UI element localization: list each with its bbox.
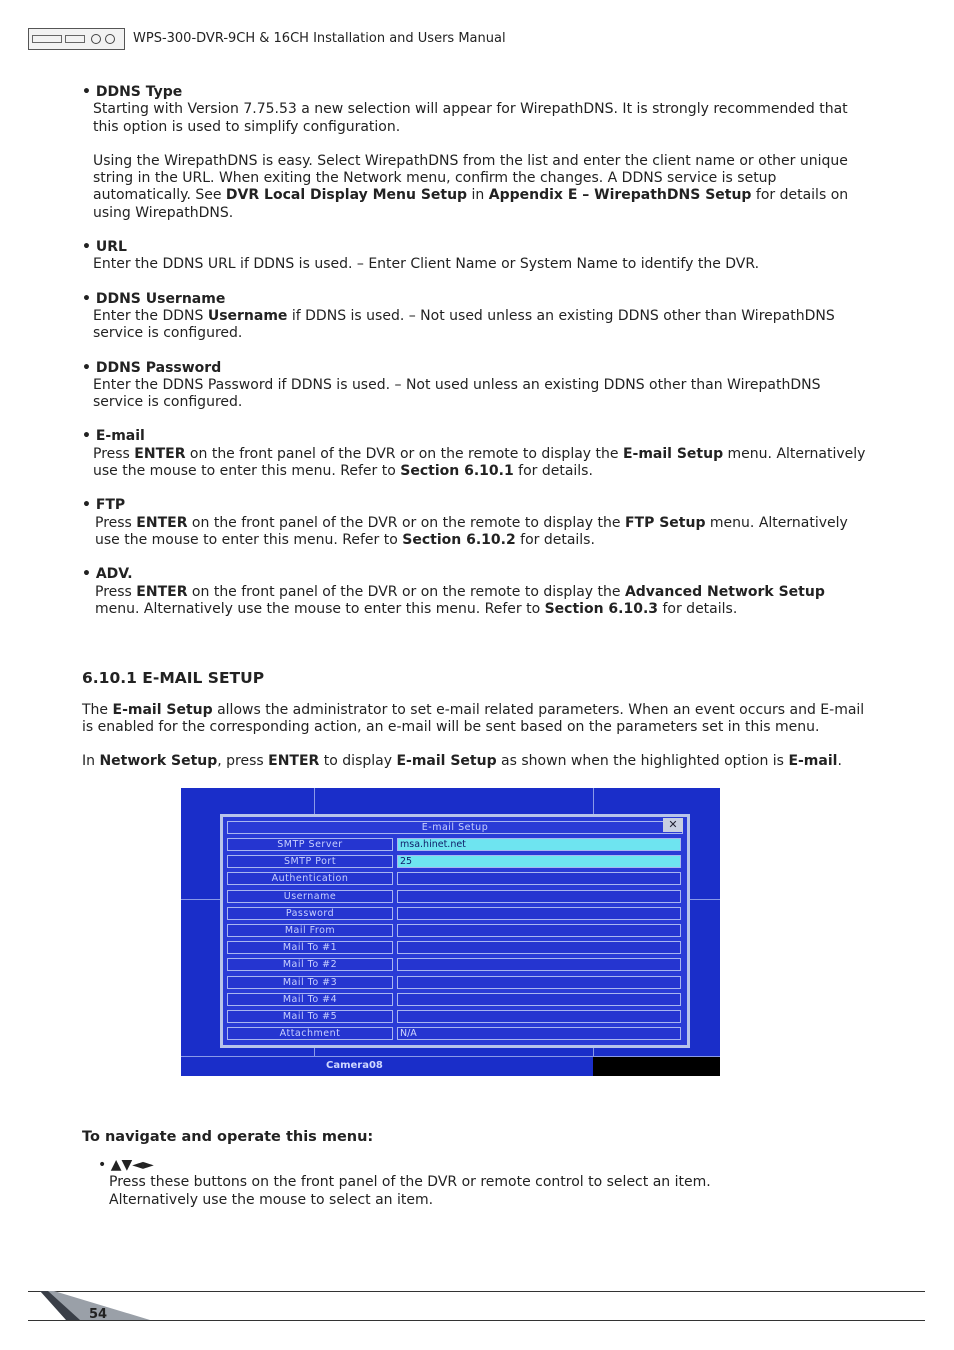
setup-row[interactable] bbox=[227, 872, 683, 885]
text-run: Enter the DDNS Password if DDNS is used. – Not used unless an existing DDNS other than WirepathDNS service is configured. bbox=[93, 376, 821, 411]
setup-row[interactable] bbox=[227, 1010, 683, 1023]
bold-term: Section 6.10.3 bbox=[544, 600, 659, 617]
row-label: Mail From bbox=[227, 924, 393, 937]
text-run: for details. bbox=[658, 600, 738, 617]
setting-item bbox=[82, 84, 867, 222]
camera-label: Camera08 bbox=[326, 1060, 383, 1071]
text-run: for details. bbox=[515, 531, 595, 548]
bold-term: E-mail Setup bbox=[622, 445, 724, 462]
setup-row[interactable] bbox=[227, 907, 683, 920]
text-run: menu. Alternatively use the mouse to enter this menu. Refer to bbox=[93, 445, 866, 480]
row-label: Password bbox=[227, 907, 393, 920]
setting-title: • ADV. bbox=[82, 566, 133, 583]
setting-description bbox=[93, 153, 867, 222]
row-label: Attachment bbox=[227, 1027, 393, 1040]
bold-term: Section 6.10.1 bbox=[400, 463, 514, 480]
setting-item bbox=[82, 360, 867, 412]
email-setup-dialog bbox=[220, 814, 690, 1048]
header-title: WPS-300-DVR-9CH & 16CH Installation and Users Manual bbox=[133, 31, 506, 46]
row-label: SMTP Port bbox=[227, 855, 393, 868]
text-run: if DDNS is used. – Not used unless an existing DDNS other than WirepathDNS service is configured. bbox=[93, 307, 835, 342]
row-value-field[interactable] bbox=[397, 907, 681, 920]
setting-description bbox=[93, 377, 867, 412]
setting-item bbox=[82, 291, 867, 343]
row-value-field[interactable] bbox=[397, 890, 681, 903]
text-run: Enter the DDNS bbox=[93, 307, 208, 324]
setting-item bbox=[82, 239, 867, 274]
camera-strip bbox=[181, 1056, 720, 1076]
row-value-field[interactable] bbox=[397, 872, 681, 885]
row-value-field[interactable] bbox=[397, 993, 681, 1006]
setting-title: • DDNS Username bbox=[82, 290, 226, 307]
bold-term: FTP Setup bbox=[624, 514, 706, 531]
row-value-field[interactable] bbox=[397, 1010, 681, 1023]
text-run: menu. Alternatively use the mouse to enter this menu. Refer to bbox=[95, 600, 545, 617]
row-value-field[interactable]: msa.hinet.net bbox=[397, 838, 681, 851]
text-run: as shown when the highlighted option is bbox=[496, 753, 789, 769]
footer-rule bbox=[28, 1320, 925, 1321]
row-value-field[interactable]: 25 bbox=[397, 855, 681, 868]
text-run: allows the administrator to set e-mail related parameters. When an event occurs and E-mail is enabled for the corresponding action, an e-mail will be sent based on the parameters set in this menu. bbox=[82, 702, 865, 736]
bold-term: Advanced Network Setup bbox=[624, 583, 825, 600]
text-run: in bbox=[467, 187, 489, 204]
dvr-logo-icon bbox=[28, 28, 125, 50]
bold-term: E-mail Setup bbox=[396, 753, 497, 769]
text-run: In bbox=[82, 753, 100, 769]
text-run: on the front panel of the DVR or on the remote to display the bbox=[185, 445, 623, 462]
nav-item bbox=[98, 1157, 711, 1209]
text-run: Press bbox=[93, 445, 135, 462]
row-value-field[interactable]: N/A bbox=[397, 1027, 681, 1040]
settings-list bbox=[82, 84, 867, 635]
text-run: on the front panel of the DVR or on the remote to display the bbox=[187, 583, 625, 600]
setting-description bbox=[93, 446, 867, 481]
setting-item bbox=[82, 428, 867, 480]
bold-term: Username bbox=[207, 307, 288, 324]
setup-row[interactable] bbox=[227, 1027, 683, 1040]
bold-term: E-mail Setup bbox=[112, 702, 213, 718]
text-run: Press bbox=[95, 514, 137, 531]
text-run: Starting with Version 7.75.53 a new selection will appear for WirepathDNS. It is strongly recommended that this option is used to simplify configuration. bbox=[93, 101, 848, 135]
bold-term: Network Setup bbox=[99, 753, 218, 769]
text-run: on the front panel of the DVR or on the remote to display the bbox=[187, 514, 625, 531]
row-label: Mail To #1 bbox=[227, 941, 393, 954]
setting-title: • E-mail bbox=[82, 428, 145, 445]
setup-row[interactable] bbox=[227, 890, 683, 903]
bold-term: ENTER bbox=[136, 583, 188, 600]
bold-term: ENTER bbox=[268, 753, 320, 769]
bold-term: ENTER bbox=[134, 445, 186, 462]
text-run: for details on using WirepathDNS. bbox=[93, 187, 849, 221]
black-panel bbox=[593, 1057, 720, 1076]
bold-term: Section 6.10.2 bbox=[402, 531, 516, 548]
setting-description bbox=[93, 101, 867, 136]
section-heading: 6.10.1 E-MAIL SETUP bbox=[82, 669, 265, 687]
text-run: menu. Alternatively use the mouse to enter this menu. Refer to bbox=[95, 514, 848, 548]
setup-row[interactable] bbox=[227, 941, 683, 954]
row-label: Mail To #3 bbox=[227, 976, 393, 989]
row-label: Mail To #2 bbox=[227, 958, 393, 971]
nav-line: Alternatively use the mouse to select an item. bbox=[109, 1191, 434, 1208]
row-label: Authentication bbox=[227, 872, 393, 885]
setup-row[interactable] bbox=[227, 958, 683, 971]
intro-paragraph-2 bbox=[82, 753, 867, 770]
nav-line: Press these buttons on the front panel of the DVR or remote control to select an item. bbox=[109, 1174, 711, 1191]
nav-heading: To navigate and operate this menu: bbox=[82, 1129, 374, 1145]
bold-term: DVR Local Display Menu Setup bbox=[225, 187, 468, 204]
dialog-title: E-mail Setup bbox=[227, 821, 683, 834]
setting-title: • DDNS Password bbox=[82, 359, 222, 376]
setting-title: • FTP bbox=[82, 497, 126, 514]
text-run: . bbox=[837, 753, 842, 769]
text-run: for details. bbox=[513, 463, 593, 480]
setting-item bbox=[82, 497, 867, 549]
row-value-field[interactable] bbox=[397, 924, 681, 937]
arrow-keys-title: • ▲▼◄► bbox=[98, 1157, 154, 1173]
setting-description bbox=[93, 308, 867, 343]
setup-row[interactable] bbox=[227, 838, 683, 851]
text-run: Press bbox=[95, 583, 137, 600]
setting-description bbox=[95, 584, 867, 619]
text-run: Enter the DDNS URL if DDNS is used. – Enter Client Name or System Name to identify the DVR. bbox=[93, 256, 760, 273]
text-run: The bbox=[82, 702, 113, 718]
close-icon[interactable]: ✕ bbox=[663, 818, 683, 832]
row-label: Mail To #5 bbox=[227, 1010, 393, 1023]
setup-row[interactable] bbox=[227, 976, 683, 989]
setup-row[interactable] bbox=[227, 993, 683, 1006]
row-label: Username bbox=[227, 890, 393, 903]
bold-term: Appendix E – WirepathDNS Setup bbox=[488, 187, 752, 204]
setup-row[interactable] bbox=[227, 924, 683, 937]
setup-row[interactable] bbox=[227, 855, 683, 868]
text-run: to display bbox=[319, 753, 397, 769]
bold-term: ENTER bbox=[136, 514, 188, 531]
page-number: 54 bbox=[89, 1307, 108, 1322]
row-label: SMTP Server bbox=[227, 838, 393, 851]
setting-description bbox=[95, 515, 867, 550]
footer-rule bbox=[28, 1291, 925, 1292]
text-run: Using the WirepathDNS is easy. Select WirepathDNS from the list and enter the client name or other unique string in the URL. When exiting the Network menu, confirm the changes. A DDNS service is setup automatically. See bbox=[93, 152, 848, 204]
row-label: Mail To #4 bbox=[227, 993, 393, 1006]
bold-term: E-mail bbox=[788, 753, 838, 769]
setting-title: • URL bbox=[82, 239, 127, 256]
row-value-field[interactable] bbox=[397, 976, 681, 989]
text-run: , press bbox=[217, 753, 269, 769]
setting-description bbox=[93, 256, 867, 273]
row-value-field[interactable] bbox=[397, 941, 681, 954]
row-value-field[interactable] bbox=[397, 958, 681, 971]
setting-title: • DDNS Type bbox=[82, 84, 183, 100]
email-setup-screenshot bbox=[181, 788, 720, 1076]
setting-item bbox=[82, 566, 867, 618]
intro-paragraph bbox=[82, 702, 867, 737]
